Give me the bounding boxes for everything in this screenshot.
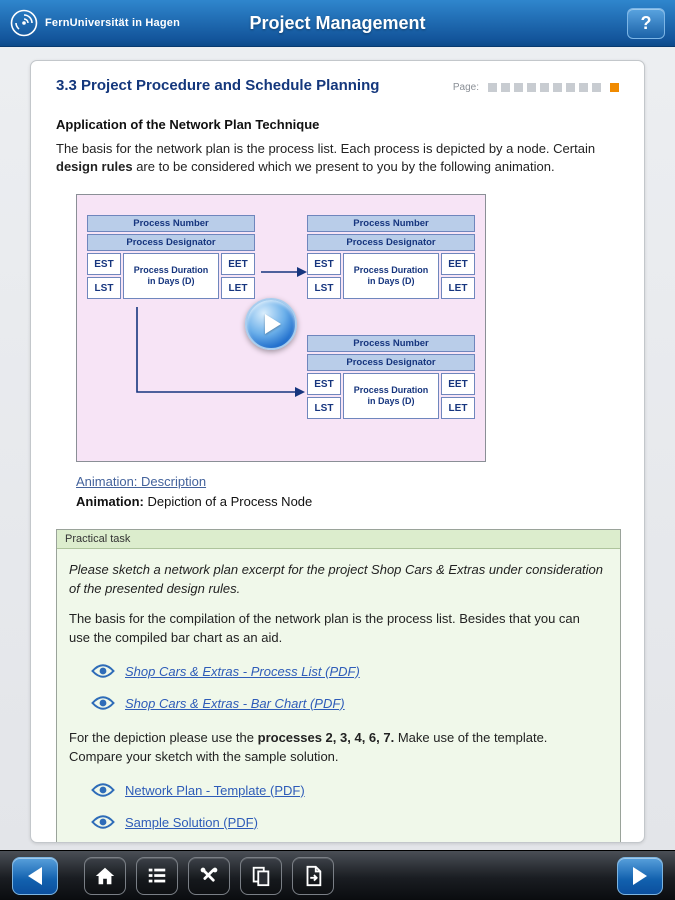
- node-lst: LST: [307, 397, 341, 419]
- pager-label: Page:: [452, 82, 479, 93]
- node-duration-line1: Process Duration: [353, 265, 429, 276]
- pdf-link-row: [91, 663, 608, 679]
- toolbar-button-group: [84, 857, 344, 895]
- pager: [453, 79, 619, 97]
- forward-arrow-icon: [633, 867, 647, 885]
- animation-panel: [76, 194, 486, 462]
- app-header: [0, 0, 675, 47]
- pdf-link-row: [91, 782, 608, 798]
- section-heading: 3.3 Project Procedure and Schedule Planning: [56, 77, 380, 94]
- pages-button[interactable]: [240, 857, 282, 895]
- practical-task-title: Practical task: [57, 530, 620, 549]
- forward-button[interactable]: [617, 857, 663, 895]
- play-icon: [265, 314, 281, 334]
- pager-square: [566, 83, 575, 92]
- pager-square: [579, 83, 588, 92]
- animation-description-link[interactable]: Animation: Description: [76, 474, 207, 490]
- node-est: EST: [307, 373, 341, 395]
- page-export-icon: [302, 865, 324, 887]
- task-intro: Please sketch a network plan excerpt for the project Shop Cars & Extras under consideration of the presented design rules.: [69, 562, 604, 596]
- task-paragraph-2: [69, 729, 604, 766]
- intro-paragraph: [56, 140, 621, 177]
- intro-text: The basis for the network plan is the process list. Each process is depicted by a node. Certain: [56, 140, 596, 156]
- process-list-pdf-link[interactable]: Shop Cars & Extras - Process List (PDF): [125, 663, 360, 679]
- tools-button[interactable]: [188, 857, 230, 895]
- task-paragraph-2-post: Make use of the template. Compare your sketch with the sample solution.: [69, 730, 548, 764]
- pager-square: [514, 83, 523, 92]
- content-card: [30, 60, 645, 843]
- copy-pages-icon: [250, 865, 272, 887]
- node-number-label: Process Number: [307, 215, 475, 232]
- pager-square: [488, 83, 497, 92]
- animation-caption: [76, 494, 619, 509]
- page-title: Project Management: [249, 12, 426, 33]
- node-number-label: Process Number: [87, 215, 255, 232]
- node-designator-label: Process Designator: [87, 234, 255, 251]
- pdf-link-row: [91, 695, 608, 711]
- node-let: LET: [441, 277, 475, 299]
- node-duration-line1: Process Duration: [353, 385, 429, 396]
- node-lst: LST: [87, 277, 121, 299]
- node-designator-label: Process Designator: [307, 354, 475, 371]
- animation-caption-label: Animation:: [76, 494, 144, 510]
- node-duration-line2: in Days (D): [367, 276, 415, 287]
- sample-solution-pdf-link[interactable]: Sample Solution (PDF): [125, 814, 258, 830]
- subsection-heading: Application of the Network Plan Technique: [56, 116, 320, 132]
- tools-icon: [198, 865, 220, 887]
- pager-squares: [484, 79, 619, 97]
- node-let: LET: [221, 277, 255, 299]
- template-pdf-link[interactable]: Network Plan - Template (PDF): [125, 782, 305, 798]
- back-arrow-icon: [28, 867, 42, 885]
- node-lst: LST: [307, 277, 341, 299]
- practical-task-body: [57, 549, 620, 843]
- home-icon: [94, 865, 116, 887]
- node-duration-line2: in Days (D): [147, 276, 195, 287]
- task-paragraph-2-pre: For the depiction please use the: [69, 730, 258, 746]
- practical-task-box: [56, 529, 621, 843]
- export-page-button[interactable]: [292, 857, 334, 895]
- node-duration-line1: Process Duration: [133, 265, 209, 276]
- help-button[interactable]: ?: [627, 8, 665, 39]
- pdf-link-row: [91, 814, 608, 830]
- eye-icon: [91, 695, 115, 711]
- main-area: [0, 47, 675, 850]
- pager-square: [553, 83, 562, 92]
- node-duration-line2: in Days (D): [367, 396, 415, 407]
- node-eet: EET: [221, 253, 255, 275]
- pager-square: [540, 83, 549, 92]
- index-button[interactable]: [136, 857, 178, 895]
- node-eet: EET: [441, 253, 475, 275]
- node-est: EST: [87, 253, 121, 275]
- node-number-label: Process Number: [307, 335, 475, 352]
- bottom-toolbar: [0, 850, 675, 900]
- brand: [10, 9, 180, 37]
- node-eet: EET: [441, 373, 475, 395]
- pager-square: [592, 83, 601, 92]
- task-paragraph-1: The basis for the compilation of the network plan is the process list. Besides that you can use the compiled bar chart as an aid.: [69, 611, 580, 645]
- node-let: LET: [441, 397, 475, 419]
- home-button[interactable]: [84, 857, 126, 895]
- pager-square: [610, 83, 619, 92]
- pager-square: [501, 83, 510, 92]
- animation-caption-text: Depiction of a Process Node: [143, 494, 313, 510]
- intro-bold-text: design rules: [56, 158, 133, 174]
- back-button[interactable]: [12, 857, 58, 895]
- fernuni-logo-icon: [10, 9, 38, 37]
- pager-square: [527, 83, 536, 92]
- eye-icon: [91, 814, 115, 830]
- brand-name: FernUniversität in Hagen: [45, 17, 180, 29]
- node-designator-label: Process Designator: [307, 234, 475, 251]
- list-icon: [146, 865, 168, 887]
- bar-chart-pdf-link[interactable]: Shop Cars & Extras - Bar Chart (PDF): [125, 695, 345, 711]
- node-est: EST: [307, 253, 341, 275]
- task-paragraph-2-bold: processes 2, 3, 4, 6, 7.: [257, 730, 395, 746]
- intro-text-post: are to be considered which we present to you by the following animation.: [132, 158, 555, 174]
- eye-icon: [91, 782, 115, 798]
- eye-icon: [91, 663, 115, 679]
